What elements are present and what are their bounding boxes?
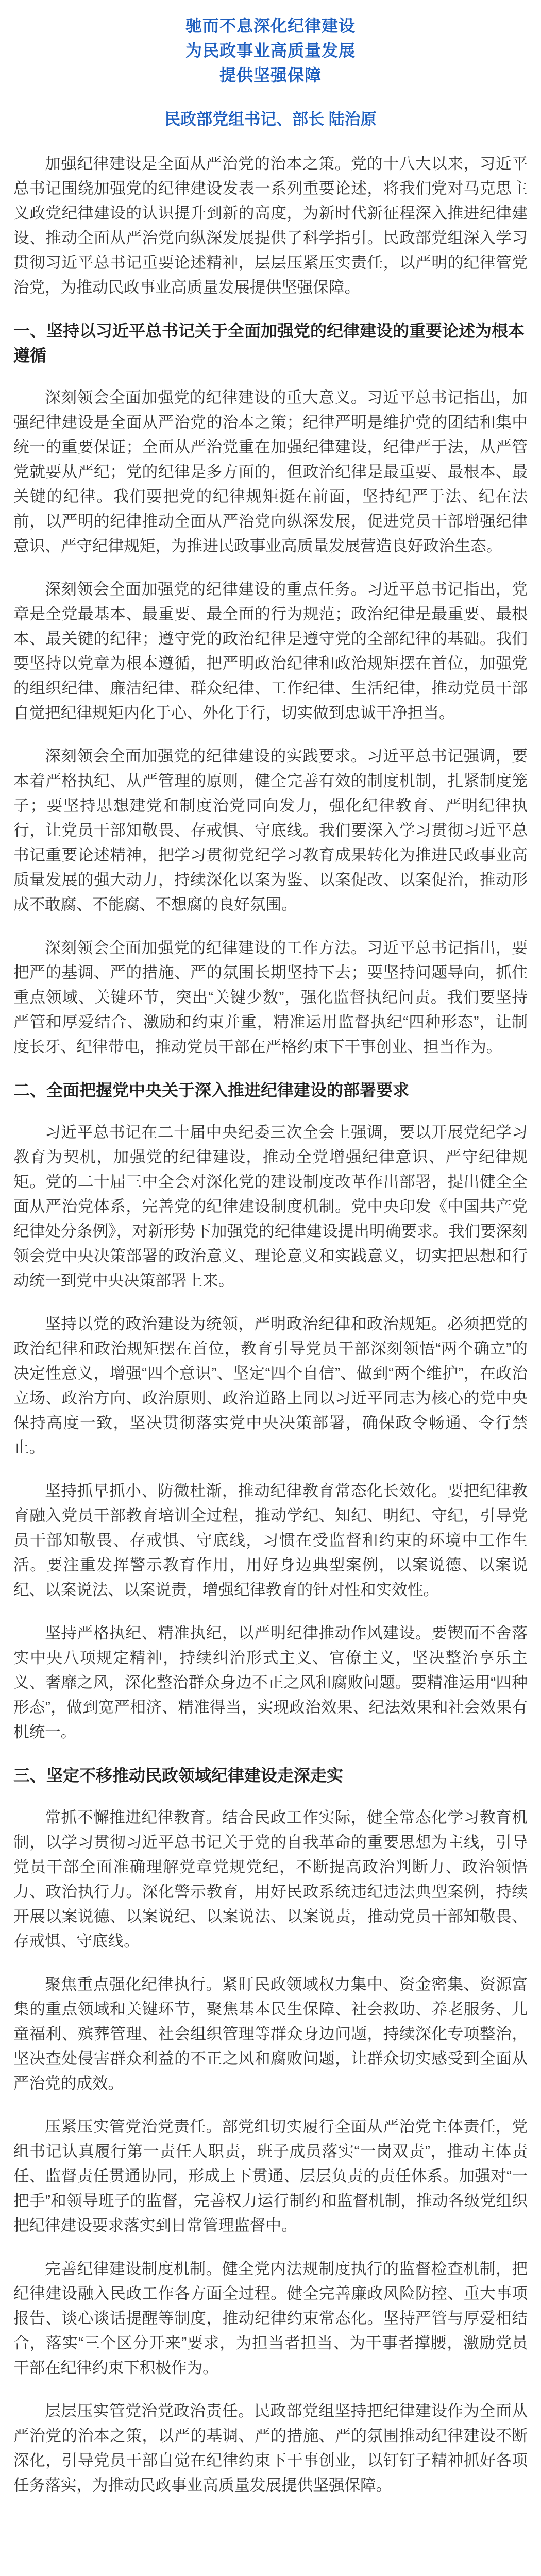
section-heading: 一、坚持以习近平总书记关于全面加强党的纪律建设的重要论述为根本遵循 [13, 321, 525, 365]
paragraph: 坚持严格执纪、精准执纪，以严明纪律推动作风建设。要锲而不舍落实中央八项规定精神，持续纠治形式主义、官僚主义，坚决整治享乐主义、奢靡之风，深化整治群众身边不正之风和腐败问题。要精准运用“四种形态”，做到宽严相济、精准得当，实现政治效果、纪法效果和社会效果有机统一。 [13, 1624, 528, 1741]
paragraph: 常抓不懈推进纪律教育。结合民政工作实际，健全常态化学习教育机制，以学习贯彻习近平总书记关于党的自我革命的重要思想为主线，引导党员干部全面准确理解党章党规党纪，不断提高政治判断力、政治领悟力、政治执行力。深化警示教育，用好民政系统违纪违法典型案例，持续开展以案说德、以案说纪、以案说法、以案说责，推动党员干部知敬畏、存戒惧、守底线。 [13, 1809, 528, 1950]
title-line: 驰而不息深化纪律建设 [185, 16, 356, 35]
paragraph: 坚持以党的政治建设为统领，严明政治纪律和政治规矩。必须把党的政治纪律和政治规矩摆在首位，教育引导党员干部深刻领悟“两个确立”的决定性意义，增强“四个意识”、坚定“四个自信”、做到“两个维护”，在政治立场、政治方向、政治原则、政治道路上同以习近平同志为核心的党中央保持高度一致，坚决贯彻落实党中央决策部署，确保政令畅通、令行禁止。 [13, 1315, 528, 1456]
paragraph: 加强纪律建设是全面从严治党的治本之策。党的十八大以来，习近平总书记围绕加强党的纪律建设发表一系列重要论述，将我们党对马克思主义政党纪律建设的认识提升到新的高度，为新时代新征程深入推进纪律建设、推动全面从严治党向纵深发展提供了科学指引。民政部党组深入学习贯彻习近平总书记重要论述精神，层层压紧压实责任，以严明的纪律管党治党，为推动民政事业高质量发展提供坚强保障。 [13, 155, 528, 296]
paragraph: 习近平总书记在二十届中央纪委三次全会上强调，要以开展党纪学习教育为契机，加强党的纪律建设，推动全党增强纪律意识、严守纪律规矩。党的二十届三中全会对深化党的建设制度改革作出部署，提出健全全面从严治党体系，完善党的纪律建设制度机制。党中央印发《中国共产党纪律处分条例》，对新形势下加强党的纪律建设提出明确要求。我们要深刻领会党中央决策部署的政治意义、理论意义和实践意义，切实把思想和行动统一到党中央决策部署上来。 [13, 1124, 528, 1290]
title-line: 为民政事业高质量发展 [185, 41, 356, 60]
article-title [13, 13, 528, 88]
paragraph: 完善纪律建设制度机制。健全党内法规制度执行的监督检查机制，把纪律建设融入民政工作各方面全过程。健全完善廉政风险防控、重大事项报告、谈心谈话提醒等制度，推动纪律约束常态化。坚持严管与厚爱相结合，落实“三个区分开来”要求，为担当者担当、为干事者撑腰，激励党员干部在纪律约束下积极作为。 [13, 2260, 528, 2377]
paragraph: 聚焦重点强化纪律执行。紧盯民政领域权力集中、资金密集、资源富集的重点领域和关键环节，聚焦基本民生保障、社会救助、养老服务、儿童福利、殡葬管理、社会组织管理等群众身边问题，持续深化专项整治，坚决查处侵害群众利益的不正之风和腐败问题，让群众切实感受到全面从严治党的成效。 [13, 1976, 528, 2092]
paragraph: 坚持抓早抓小、防微杜渐，推动纪律教育常态化长效化。要把纪律教育融入党员干部教育培训全过程，推动学纪、知纪、明纪、守纪，引导党员干部知敬畏、存戒惧、守底线，习惯在受监督和约束的环境中工作生活。要注重发挥警示教育作用，用好身边典型案例，以案说德、以案说纪、以案说法、以案说责，增强纪律教育的针对性和实效性。 [13, 1482, 528, 1599]
article-body [13, 151, 528, 2498]
section-heading: 二、全面把握党中央关于深入推进纪律建设的部署要求 [13, 1081, 410, 1099]
paragraph: 层层压实管党治党政治责任。民政部党组坚持把纪律建设作为全面从严治党的治本之策，以严的基调、严的措施、严的氛围推动纪律建设不断深化，引导党员干部自觉在纪律约束下干事创业，以钉钉子精神抓好各项任务落实，为推动民政事业高质量发展提供坚强保障。 [13, 2402, 528, 2494]
paragraph: 压紧压实管党治党责任。部党组切实履行全面从严治党主体责任，党组书记认真履行第一责任人职责，班子成员落实“一岗双责”，推动主体责任、监督责任贯通协同，形成上下贯通、层层负责的责任体系。加强对“一把手”和领导班子的监督，完善权力运行制约和监督机制，推动各级党组织把纪律建设要求落实到日常管理监督中。 [13, 2118, 528, 2234]
title-line: 提供坚强保障 [219, 66, 322, 84]
paragraph: 深刻领会全面加强党的纪律建设的重点任务。习近平总书记指出，党章是全党最基本、最重要、最全面的行为规范；政治纪律是最重要、最根本、最关键的纪律；遵守党的政治纪律是遵守党的全部纪律的基础。我们要坚持以党章为根本遵循，把严明政治纪律和政治规矩摆在首位，加强党的组织纪律、廉洁纪律、群众纪律、工作纪律、生活纪律，推动党员干部自觉把纪律规矩内化于心、外化于行，切实做到忠诚干净担当。 [13, 581, 528, 722]
paragraph: 深刻领会全面加强党的纪律建设的重大意义。习近平总书记指出，加强纪律建设是全面从严治党的治本之策；纪律严明是维护党的团结和集中统一的重要保证；全面从严治党重在加强纪律建设，纪律严于法，从严管党就要从严纪；党的纪律是多方面的，但政治纪律是最重要、最根本、最关键的纪律。我们要把党的纪律规矩挺在前面，坚持纪严于法、纪在法前，以严明的纪律推动全面从严治党向纵深发展，促进党员干部增强纪律意识、严守纪律规矩，为推进民政事业高质量发展营造良好政治生态。 [13, 389, 528, 555]
paragraph: 深刻领会全面加强党的纪律建设的工作方法。习近平总书记指出，要把严的基调、严的措施、严的氛围长期坚持下去；要坚持问题导向，抓住重点领域、关键环节，突出“关键少数”，强化监督执纪问责。我们要坚持严管和厚爱结合、激励和约束并重，精准运用监督执纪“四种形态”，让制度长牙、纪律带电，推动党员干部在严格约束下干事创业、担当作为。 [13, 939, 528, 1056]
paragraph: 深刻领会全面加强党的纪律建设的实践要求。习近平总书记强调，要本着严格执纪、从严管理的原则，健全完善有效的制度机制，扎紧制度笼子；要坚持思想建党和制度治党同向发力，强化纪律教育、严明纪律执行，让党员干部知敬畏、存戒惧、守底线。我们要深入学习贯彻习近平总书记重要论述精神，把学习贯彻党纪学习教育成果转化为推进民政事业高质量发展的强大动力，持续深化以案为鉴、以案促改、以案促治，推动形成不敢腐、不能腐、不想腐的良好氛围。 [13, 748, 528, 913]
author-byline: 民政部党组书记、部长 陆治原 [164, 110, 377, 128]
section-heading: 三、坚定不移推动民政领域纪律建设走深走实 [13, 1766, 344, 1785]
